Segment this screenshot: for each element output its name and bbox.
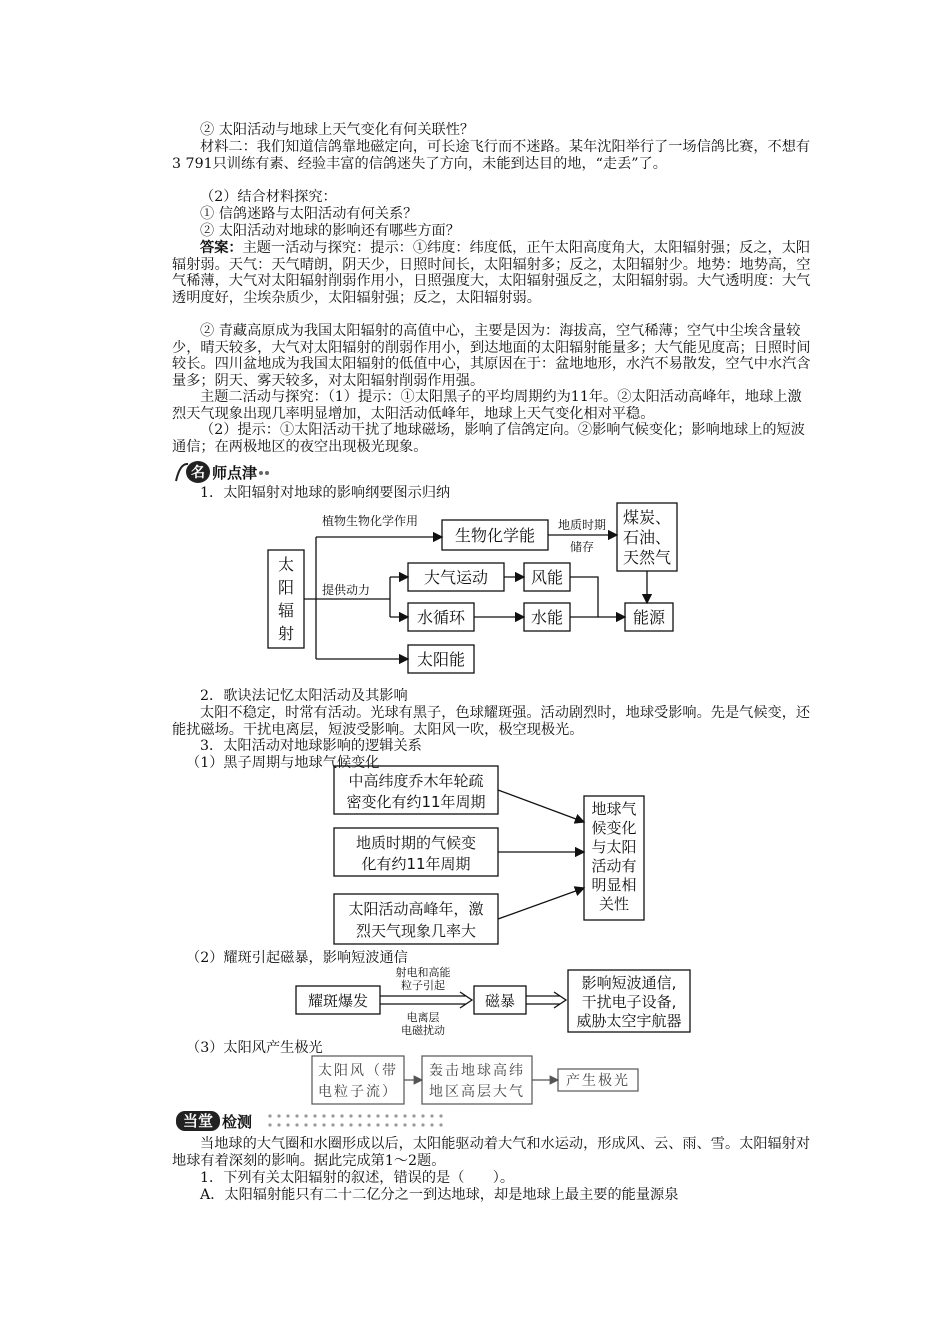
result-line-3: 与太阳 xyxy=(591,838,637,856)
flare-top-2: 粒子引起 xyxy=(401,979,445,992)
test-banner-badge xyxy=(174,1108,464,1134)
result-line-2: 候变化 xyxy=(591,819,637,837)
source-char-2: 阳 xyxy=(277,578,295,597)
banner-text: 师点津 xyxy=(212,464,258,482)
section2-title: 2．歌诀法记忆太阳活动及其影响 xyxy=(200,688,408,704)
fossil-line-1: 煤炭、 xyxy=(622,508,672,527)
test-banner-char: 当堂 xyxy=(182,1112,214,1130)
water-cycle-label: 水循环 xyxy=(416,608,466,627)
sub3-title: （3）太阳风产生极光 xyxy=(186,1040,323,1056)
question-1-option-a: A．太阳辐射能只有二十二亿分之一到达地球，却是地球上最主要的能量源泉 xyxy=(200,1187,679,1203)
source-char-1: 太 xyxy=(277,555,295,574)
section2-text: 太阳不稳定，时常有活动。光球有黑子，色球耀斑强。活动剧烈时，地球受影响。先是气候变，还能扰磁场。干扰电离层，短波受影响。太阳风一吹，极空现极光。 xyxy=(172,705,811,738)
answer-paragraph-3: 主题二活动与探究：（1）提示：①太阳黑子的平均周期约为11年。②太阳活动高峰年，地球上激烈天气现象出现几率明显增加，太阳活动低峰年，地球上天气变化相对平稳。 xyxy=(172,389,802,422)
answer-label: 答案： xyxy=(200,240,243,256)
section3-title: 3．太阳活动对地球影响的逻辑关系 xyxy=(200,738,422,754)
solar-wind-line-2: 电粒子流） xyxy=(318,1084,398,1100)
test-banner-text: 检测 xyxy=(222,1113,253,1131)
geo-period-label: 地质时期 xyxy=(557,518,607,532)
plant-process-label: 植物生物化学作用 xyxy=(322,514,419,528)
fossil-line-2: 石油、 xyxy=(622,528,672,547)
answer-text-1: 主题一活动与探究：提示：①纬度：纬度低，正午太阳高度角大，太阳辐射强；反之，太阳辐射弱。天气：天气晴朗，阴天少，日照时间长，太阳辐射多；反之，太阳辐射少。地势：地势高，空气稀薄，大气对太阳辐射削弱作用小，日照强度大，太阳辐射强反之，太阳辐射弱。大气透明度：大气透明度好，尘埃杂质少，太阳辐射强；反之，太阳辐射弱。 xyxy=(172,240,811,306)
flare-top-1: 射电和高能 xyxy=(395,966,451,979)
wind-label: 风能 xyxy=(530,568,564,587)
geo-climate-line-1: 地质时期的气候变 xyxy=(355,834,477,852)
banner-char: 名 xyxy=(191,465,205,481)
result-line-1: 地球气 xyxy=(591,800,637,818)
impact-line-2: 地区高层大气 xyxy=(429,1084,525,1100)
geo-climate-line-2: 化有约11年周期 xyxy=(361,855,471,873)
section1-title: 1．太阳辐射对地球的影响纲要图示归纳 xyxy=(200,485,451,501)
flare-label: 耀斑爆发 xyxy=(307,992,369,1010)
result-line-4: 活动有 xyxy=(591,857,637,875)
flare-bottom-2: 电磁扰动 xyxy=(401,1024,445,1036)
tree-ring-line-2: 密变化有约11年周期 xyxy=(346,793,486,811)
question2-a: ① 信鸽迷路与太阳活动有何关系？ xyxy=(200,206,418,222)
hydro-label: 水能 xyxy=(530,608,564,627)
result-line-5: 明显相 xyxy=(591,876,637,894)
active-year-line-2: 烈天气现象几率大 xyxy=(355,922,477,940)
question2-b: ② 太阳活动对地球的影响还有哪些方面？ xyxy=(200,223,460,239)
active-year-line-1: 太阳活动高峰年，激 xyxy=(348,900,484,918)
flare-storm-diagram xyxy=(290,964,700,1036)
solar-energy-label: 太阳能 xyxy=(416,650,466,669)
aurora-label: 产生极光 xyxy=(566,1073,630,1089)
effect-line-2: 干扰电子设备, xyxy=(581,993,677,1011)
banner-badge xyxy=(174,459,270,485)
answer-paragraph-1 xyxy=(172,240,812,306)
atmos-label: 大气运动 xyxy=(423,568,489,587)
flare-bottom-1: 电离层 xyxy=(406,1011,440,1024)
impact-line-1: 轰击地球高纬 xyxy=(429,1063,525,1079)
question-1: 1．下列有关太阳辐射的叙述，错误的是（ ）。 xyxy=(200,1170,515,1186)
solar-wind-aurora-diagram xyxy=(306,1052,646,1108)
power-label: 提供动力 xyxy=(322,583,371,597)
storm-label: 磁暴 xyxy=(484,992,516,1010)
fossil-line-3: 天然气 xyxy=(622,548,672,567)
solar-wind-line-1: 太阳风（带 xyxy=(318,1063,398,1079)
test-intro: 当地球的大气圈和水圈形成以后，太阳能驱动着大气和水运动，形成风、云、雨、雪。太阳辐射对地球有着深刻的影响。据此完成第1～2题。 xyxy=(172,1136,811,1169)
solar-radiation-diagram xyxy=(260,495,700,685)
bio-energy-label: 生物化学能 xyxy=(454,526,536,545)
storage-label: 储存 xyxy=(569,540,595,554)
result-line-6: 关性 xyxy=(598,895,630,913)
section-banner-test xyxy=(174,1108,464,1134)
effect-line-3: 威胁太空宇航器 xyxy=(576,1012,682,1030)
energy-label: 能源 xyxy=(632,608,666,627)
answer-paragraph-2: ② 青藏高原成为我国太阳辐射的高值中心，主要是因为：海拔高，空气稀薄；空气中尘埃含量较少，晴天较多，大气对太阳辐射的削弱作用小，到达地面的太阳辐射能量多；大气能见度高；日照时间较长。四川盆地成为我国太阳辐射的低值中心，其原因在于：盆地地形，水汽不易散发，空气中水汽含量多；阴天、雾天较多，对太阳辐射削弱作用强。 xyxy=(172,323,811,389)
question-part1: ② 太阳活动与地球上天气变化有何关联性？ xyxy=(200,122,475,138)
tree-ring-line-1: 中高纬度乔木年轮疏 xyxy=(348,772,484,790)
sub2-title: （2）耀斑引起磁暴，影响短波通信 xyxy=(186,950,408,966)
answer-paragraph-4: （2）提示：①太阳活动干扰了地球磁场，影响了信鸽定向。②影响气候变化；影响地球上的短波通信；在两极地区的夜空出现极光现象。 xyxy=(172,422,805,455)
question2-title: （2）结合材料探究： xyxy=(200,189,337,205)
sub1-title: （1）黑子周期与地球气候变化 xyxy=(186,755,380,771)
effect-line-1: 影响短波通信, xyxy=(581,974,677,992)
section-banner-tips xyxy=(174,459,270,485)
sunspot-climate-diagram xyxy=(330,762,650,952)
material-two: 材料二：我们知道信鸽靠地磁定向，可长途飞行而不迷路。某年沈阳举行了一场信鸽比赛，不想有3 791只训练有素、经验丰富的信鸽迷失了方向，未能到达目的地，“走丢”了。 xyxy=(172,139,811,172)
source-char-4: 射 xyxy=(277,624,295,643)
source-char-3: 辐 xyxy=(277,601,295,620)
